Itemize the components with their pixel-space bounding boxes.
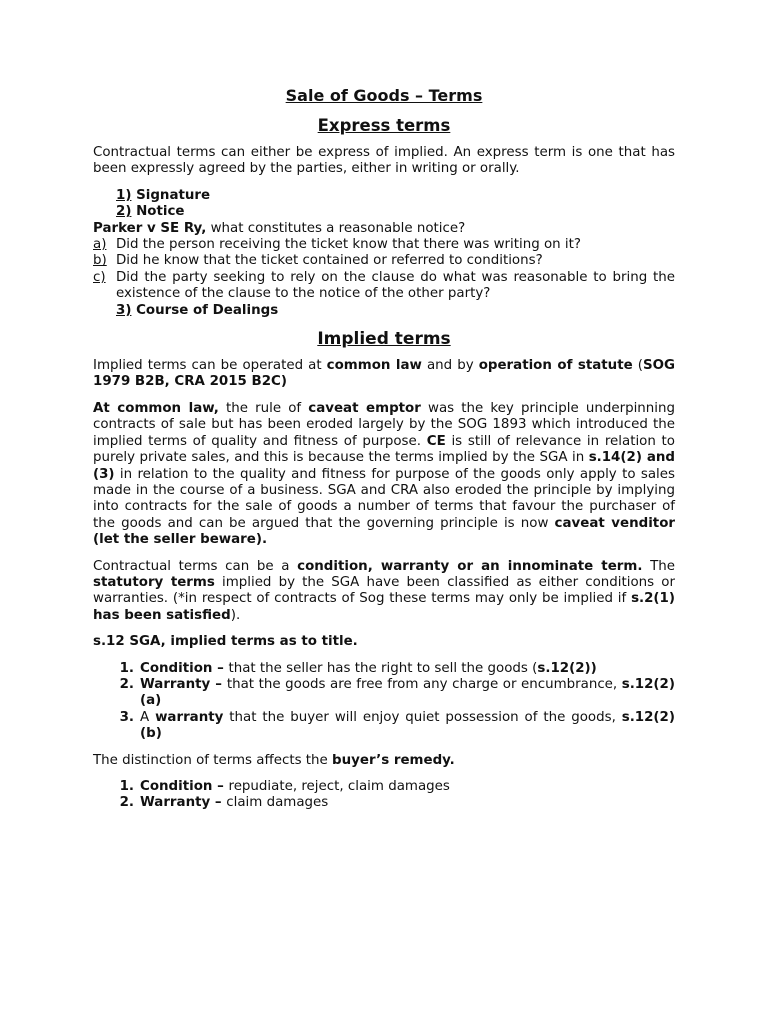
text-run: The distinction of terms affects the — [93, 752, 333, 768]
remedy-paragraph — [93, 753, 675, 769]
section-ref: s.12(2)(a) — [140, 676, 675, 709]
parker-case-line — [93, 221, 675, 237]
text-run-bold: caveat emptor — [308, 400, 421, 416]
item-label: Signature — [131, 187, 211, 203]
contractual-terms-paragraph — [93, 559, 675, 625]
item-label: Course of Dealings — [131, 302, 279, 318]
section-ref: s.12(2)(b) — [140, 709, 675, 742]
term-prefix: A — [140, 709, 156, 725]
list-number: 2. — [119, 795, 134, 811]
term-text: repudiate, reject, claim damages — [228, 779, 450, 794]
term-text: that the buyer will enjoy quiet possession of the goods, — [223, 709, 622, 725]
text-run: was the key principle underpinning contracts of sale but has been eroded largely by the SOG 1893 which introduced the implied terms of quality and fitness of purpose. — [93, 400, 675, 449]
text-run-bold: condition, warranty or an innominate term. — [297, 558, 643, 574]
item-number: 2) — [116, 204, 132, 220]
text-run: ( — [632, 358, 643, 374]
text-run-bold: statutory terms — [93, 574, 215, 590]
text-run: is still of relevance in relation to purely private sales, and this is because the terms implied by the SGA in — [93, 433, 676, 466]
text-run: implied by the SGA have been classified as either conditions or warranties. (*in respect of contracts of Sog these terms may only be implied if — [93, 574, 675, 607]
question-text: Did the person receiving the ticket know that there was writing on it? — [116, 237, 581, 253]
remedy-list — [93, 779, 675, 812]
text-run-bold: caveat venditor (let the seller beware). — [93, 515, 676, 548]
text-run-bold: s.2(1) has been satisfied — [93, 591, 675, 623]
text-run: Implied terms can be operated at — [93, 358, 327, 374]
question-b — [93, 253, 675, 269]
text-run: ). — [230, 607, 241, 623]
text-run-bold: operation of statute — [478, 358, 633, 374]
list-number: 1. — [119, 660, 134, 676]
s12-list — [93, 661, 675, 743]
express-item-signature — [116, 188, 675, 204]
common-law-paragraph — [93, 401, 675, 549]
express-item-course-of-dealings — [116, 303, 675, 319]
list-item — [93, 661, 675, 677]
term-label: Warranty – — [140, 676, 227, 692]
implied-intro-paragraph — [93, 358, 675, 391]
s12-heading: s.12 SGA, implied terms as to title. — [93, 634, 358, 650]
item-number: 3) — [116, 302, 132, 318]
text-run-bold: s.14(2) and (3) — [93, 450, 675, 482]
item-number: 1) — [116, 187, 132, 203]
term-label: Warranty – — [140, 795, 227, 811]
express-terms-heading: Express terms — [317, 116, 451, 135]
term-label: Condition – — [140, 779, 229, 794]
text-run: the rule of — [218, 400, 309, 416]
list-item — [93, 795, 675, 811]
question-text: Did the party seeking to rely on the clause do what was reasonable to bring the existence of the clause to the notice of the other party? — [116, 269, 675, 302]
text-run: Contractual terms can be a — [93, 558, 298, 574]
text-run-bold: buyer’s remedy. — [332, 752, 455, 768]
term-text: that the goods are free from any charge or encumbrance, — [226, 676, 622, 692]
list-number: 2. — [119, 676, 134, 692]
express-item-notice — [116, 204, 675, 220]
list-number: 3. — [119, 709, 134, 725]
question-text: Did he know that the ticket contained or referred to conditions? — [116, 253, 543, 269]
text-run: The — [642, 558, 675, 574]
text-run-bold: SOG 1979 B2B, CRA 2015 B2C) — [93, 358, 675, 390]
term-label: Condition – — [140, 660, 229, 676]
text-run-bold: CE — [426, 433, 446, 449]
term-text: that the seller has the right to sell the goods ( — [228, 660, 538, 676]
implied-terms-heading: Implied terms — [317, 329, 451, 350]
question-label: a) — [93, 237, 107, 253]
list-item — [93, 710, 675, 743]
express-intro-paragraph: Contractual terms can either be express of implied. An express term is one that has been expressly agreed by the parties, either in writing or orally. — [93, 145, 675, 177]
text-run: in relation to the quality and fitness for purpose of the goods only apply to sales made in the course of a business. SGA and CRA also eroded the principle by implying into contracts for the sale of goods a number of terms that favour the purchaser of the goods and can be argued that the governing principle is now — [93, 466, 675, 531]
case-question: what constitutes a reasonable notice? — [206, 220, 466, 236]
section-ref: s.12(2)) — [537, 660, 597, 676]
text-run-bold: At common law, — [93, 400, 219, 416]
document-title: Sale of Goods – Terms — [285, 86, 483, 105]
term-label: warranty — [155, 709, 224, 725]
question-a — [93, 237, 675, 253]
term-text: claim damages — [226, 795, 329, 811]
list-item — [93, 779, 675, 795]
question-label: b) — [93, 253, 107, 269]
text-run-bold: common law — [326, 358, 422, 374]
question-c — [93, 270, 675, 303]
list-item — [93, 677, 675, 710]
question-label: c) — [93, 269, 106, 285]
list-number: 1. — [119, 779, 134, 794]
text-run: and by — [421, 358, 479, 374]
case-name: Parker v SE Ry, — [93, 220, 207, 236]
item-label: Notice — [131, 204, 185, 220]
